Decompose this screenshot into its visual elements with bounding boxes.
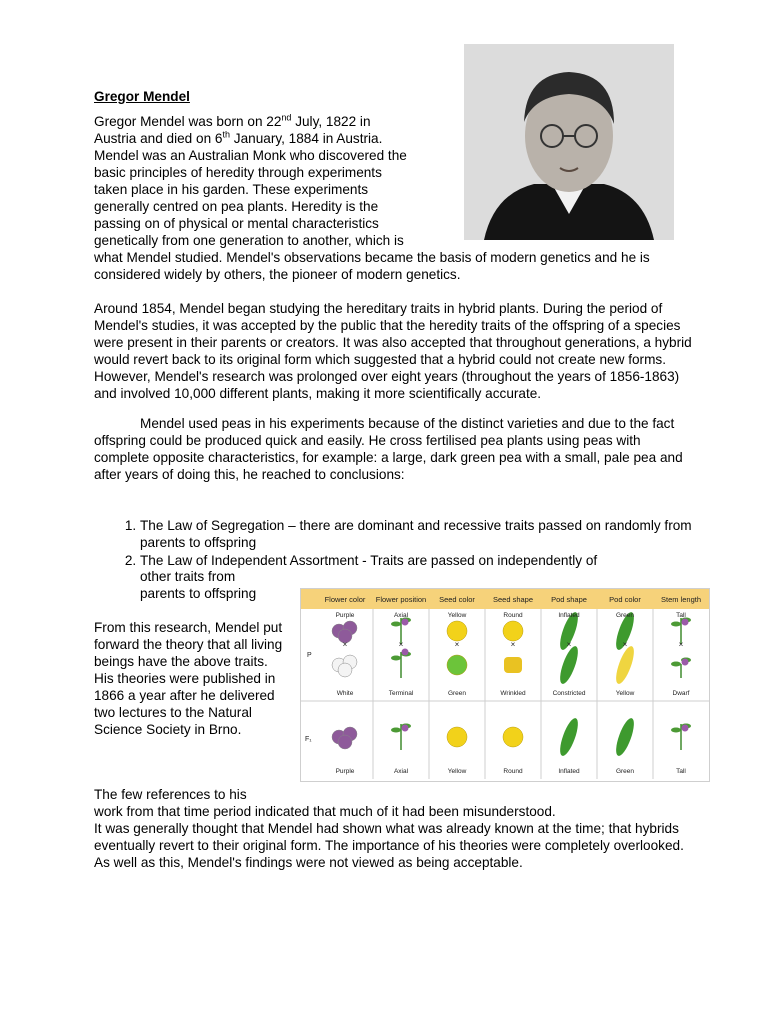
column-header-4: Pod shape	[551, 595, 587, 604]
column-header-3: Seed shape	[492, 595, 534, 604]
p-recessive-label-4: Constricted	[552, 690, 586, 697]
law-independent-assortment-continued: other traits from parents to offspring	[140, 569, 257, 601]
cross-symbol-1: ×	[398, 640, 404, 649]
p-recessive-icon-6-flower	[682, 659, 689, 666]
p-recessive-icon-2-seed	[447, 655, 467, 675]
f1-label-0: Purple	[335, 768, 355, 775]
cross-symbol-2: ×	[454, 640, 460, 649]
f1-icon-6-flower	[682, 725, 689, 732]
p-recessive-icon-6-leaf-a	[671, 662, 681, 667]
laws-list	[94, 517, 730, 570]
cross-symbol-3: ×	[510, 640, 516, 649]
p-dominant-icon-6-leaf-a	[671, 622, 681, 627]
p-dominant-label-3: Round	[503, 612, 523, 619]
p-recessive-label-0: White	[336, 690, 354, 697]
p-dominant-icon-1-leaf-a	[391, 622, 401, 627]
row-label-p: P	[307, 652, 312, 659]
column-header-2: Seed color	[439, 595, 475, 604]
f1-icon-0-petal-c	[338, 735, 352, 749]
f1-label-4: Inflated	[558, 768, 580, 775]
p-recessive-icon-4-pod	[557, 644, 582, 686]
p-recessive-icon-1-flower	[402, 649, 409, 656]
p-dominant-icon-1-flower	[402, 619, 409, 626]
f1-icon-1-leaf-a	[391, 728, 401, 733]
f1-label-3: Round	[503, 768, 523, 775]
p-recessive-label-6: Dwarf	[672, 690, 690, 697]
theory-paragraph: From this research, Mendel put forward the theory that all living beings have the above traits. His theories were published in 1866 a year after he delivered two lectures to the Natural Science Society in Brno.	[94, 620, 283, 737]
f1-label-2: Yellow	[447, 768, 467, 775]
p-recessive-icon-1-leaf-a	[391, 656, 401, 661]
p-dominant-label-0: Purple	[335, 612, 355, 619]
p-dominant-label-2: Yellow	[447, 612, 467, 619]
column-header-1: Flower position	[375, 595, 427, 604]
f1-icon-3-seed	[503, 727, 523, 747]
traits-table-graphic	[301, 589, 709, 781]
law-independent-assortment: 2. The Law of Independent Assortment - Traits are passed on independently of	[140, 552, 730, 569]
f1-icon-2-seed	[447, 727, 467, 747]
p-recessive-icon-3-seed	[504, 657, 522, 673]
p-recessive-label-3: Wrinkled	[500, 690, 526, 697]
law-segregation: 1. The Law of Segregation – there are dominant and recessive traits passed on randomly from parents to offspring	[140, 517, 730, 551]
cross-symbol-4: ×	[566, 640, 572, 649]
p-dominant-icon-3-seed	[503, 621, 523, 641]
row-label-f1: F₁	[305, 736, 312, 743]
mendel-portrait	[464, 44, 674, 240]
cross-symbol-6: ×	[678, 640, 684, 649]
f1-icon-1-flower	[402, 725, 409, 732]
f1-label-6: Tall	[676, 768, 686, 775]
p-recessive-icon-5-pod	[613, 644, 638, 686]
f1-icon-6-leaf-a	[671, 728, 681, 733]
p-recessive-icon-0-petal-c	[338, 663, 352, 677]
column-header-6: Stem length	[660, 595, 702, 604]
reception-paragraph: The few references to his work from that time period indicated that much of it had been misunderstood. It was generally thought that Mendel had shown what was already known at the time; that hybrids eventually revert to their original form. The importance of his theories were completely overlooked. As well as this, Mendel's findings were not viewed as being acceptable.	[94, 787, 684, 870]
column-header-0: Flower color	[324, 595, 366, 604]
portrait-illustration	[464, 44, 674, 240]
intro-paragraph-continued: what Mendel studied. Mendel's observations became the basis of modern genetics and he is considered widely by others, the pioneer of modern genetics.	[94, 250, 650, 282]
cross-symbol-0: ×	[342, 640, 348, 649]
p-dominant-label-1: Axial	[393, 612, 409, 619]
f1-icon-5-pod	[613, 716, 638, 758]
p-dominant-label-4: Inflated	[558, 612, 580, 619]
document-title: Gregor Mendel	[94, 89, 190, 104]
f1-label-1: Axial	[393, 768, 409, 775]
p-recessive-label-2: Green	[447, 690, 467, 697]
pea-experiment-paragraph: Mendel used peas in his experiments because of the distinct varieties and due to the fact offspring could be produced quick and easily. He cross fertilised pea plants using peas with complete opposite characteristics, for example: a large, dark green pea with a small, pale pea and after years of doing this, he reached to conclusions:	[94, 416, 683, 482]
mendel-traits-figure	[300, 588, 710, 782]
f1-label-5: Green	[615, 768, 635, 775]
p-dominant-icon-2-seed	[447, 621, 467, 641]
intro-paragraph: Gregor Mendel was born on 22nd July, 1822 in Austria and died on 6th January, 1884 in Austria. Mendel was an Australian Monk who discovered the basic principles of heredity through experiments taken place in his garden. These experiments generally centred on pea plants. Heredity is the passing on of physical or mental characteristics genetically from one generation to another, which is	[94, 112, 407, 248]
column-header-5: Pod color	[609, 595, 641, 604]
cross-symbol-5: ×	[622, 640, 628, 649]
hybrid-study-paragraph: Around 1854, Mendel began studying the hereditary traits in hybrid plants. During the period of Mendel's studies, it was accepted by the public that the heredity traits of the offspring of a species were present in their parents or creators. It was also accepted that throughout generations, a hybrid would revert back to its original form which suggested that a hybrid could not create new forms. However, Mendel's research was prolonged over eight years (throughout the years of 1856-1863) and involved 10,000 different plants, making it more scientifically accurate.	[94, 301, 692, 401]
p-dominant-label-6: Tall	[676, 612, 686, 619]
p-dominant-label-5: Green	[615, 612, 635, 619]
p-recessive-label-1: Terminal	[388, 690, 414, 697]
p-dominant-icon-6-flower	[682, 619, 689, 626]
p-recessive-label-5: Yellow	[615, 690, 635, 697]
f1-icon-4-pod	[557, 716, 582, 758]
